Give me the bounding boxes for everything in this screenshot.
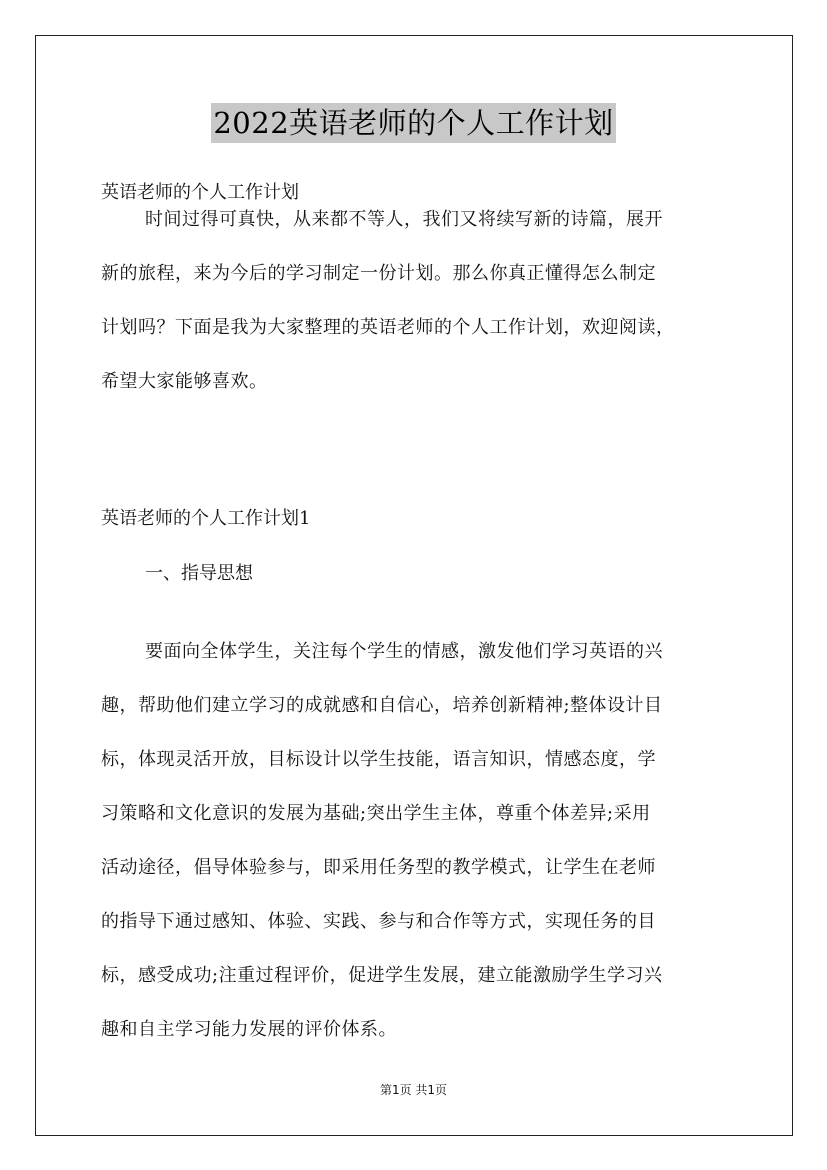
body-line: 的指导下通过感知、体验、实践、参与和合作等方式，实现任务的目 [101, 911, 656, 932]
body-line: 标，感受成功;注重过程评价，促进学生发展，建立能激励学生学习兴 [101, 965, 663, 986]
document-title: 2022英语老师的个人工作计划 [211, 103, 615, 143]
document-subtitle: 英语老师的个人工作计划 [101, 182, 299, 203]
intro-paragraph [101, 193, 741, 409]
body-line: 活动途径，倡导体验参与，即采用任务型的教学模式，让学生在老师 [101, 857, 656, 878]
intro-line: 计划吗？下面是我为大家整理的英语老师的个人工作计划，欢迎阅读， [101, 317, 675, 338]
intro-line: 新的旅程，来为今后的学习制定一份计划。那么你真正懂得怎么制定 [101, 263, 656, 284]
body-line: 趣和自主学习能力发展的评价体系。 [101, 1019, 397, 1040]
intro-line: 希望大家能够喜欢。 [101, 371, 268, 392]
body-line: 标，体现灵活开放，目标设计以学生技能，语言知识，情感态度，学 [101, 749, 656, 770]
body-line: 习策略和文化意识的发展为基础;突出学生主体，尊重个体差异;采用 [101, 803, 651, 824]
body-line: 要面向全体学生，关注每个学生的情感，激发他们学习英语的兴 [145, 641, 663, 662]
intro-line: 时间过得可真快，从来都不等人，我们又将续写新的诗篇，展开 [145, 209, 663, 230]
section-heading: 一、指导思想 [145, 563, 253, 584]
title-container [0, 103, 827, 143]
section-body-paragraph [101, 571, 741, 1057]
section-title: 英语老师的个人工作计划1 [101, 508, 311, 529]
page-footer: 第1页 共1页 [379, 1083, 448, 1097]
body-line: 趣，帮助他们建立学习的成就感和自信心，培养创新精神;整体设计目 [101, 695, 663, 716]
